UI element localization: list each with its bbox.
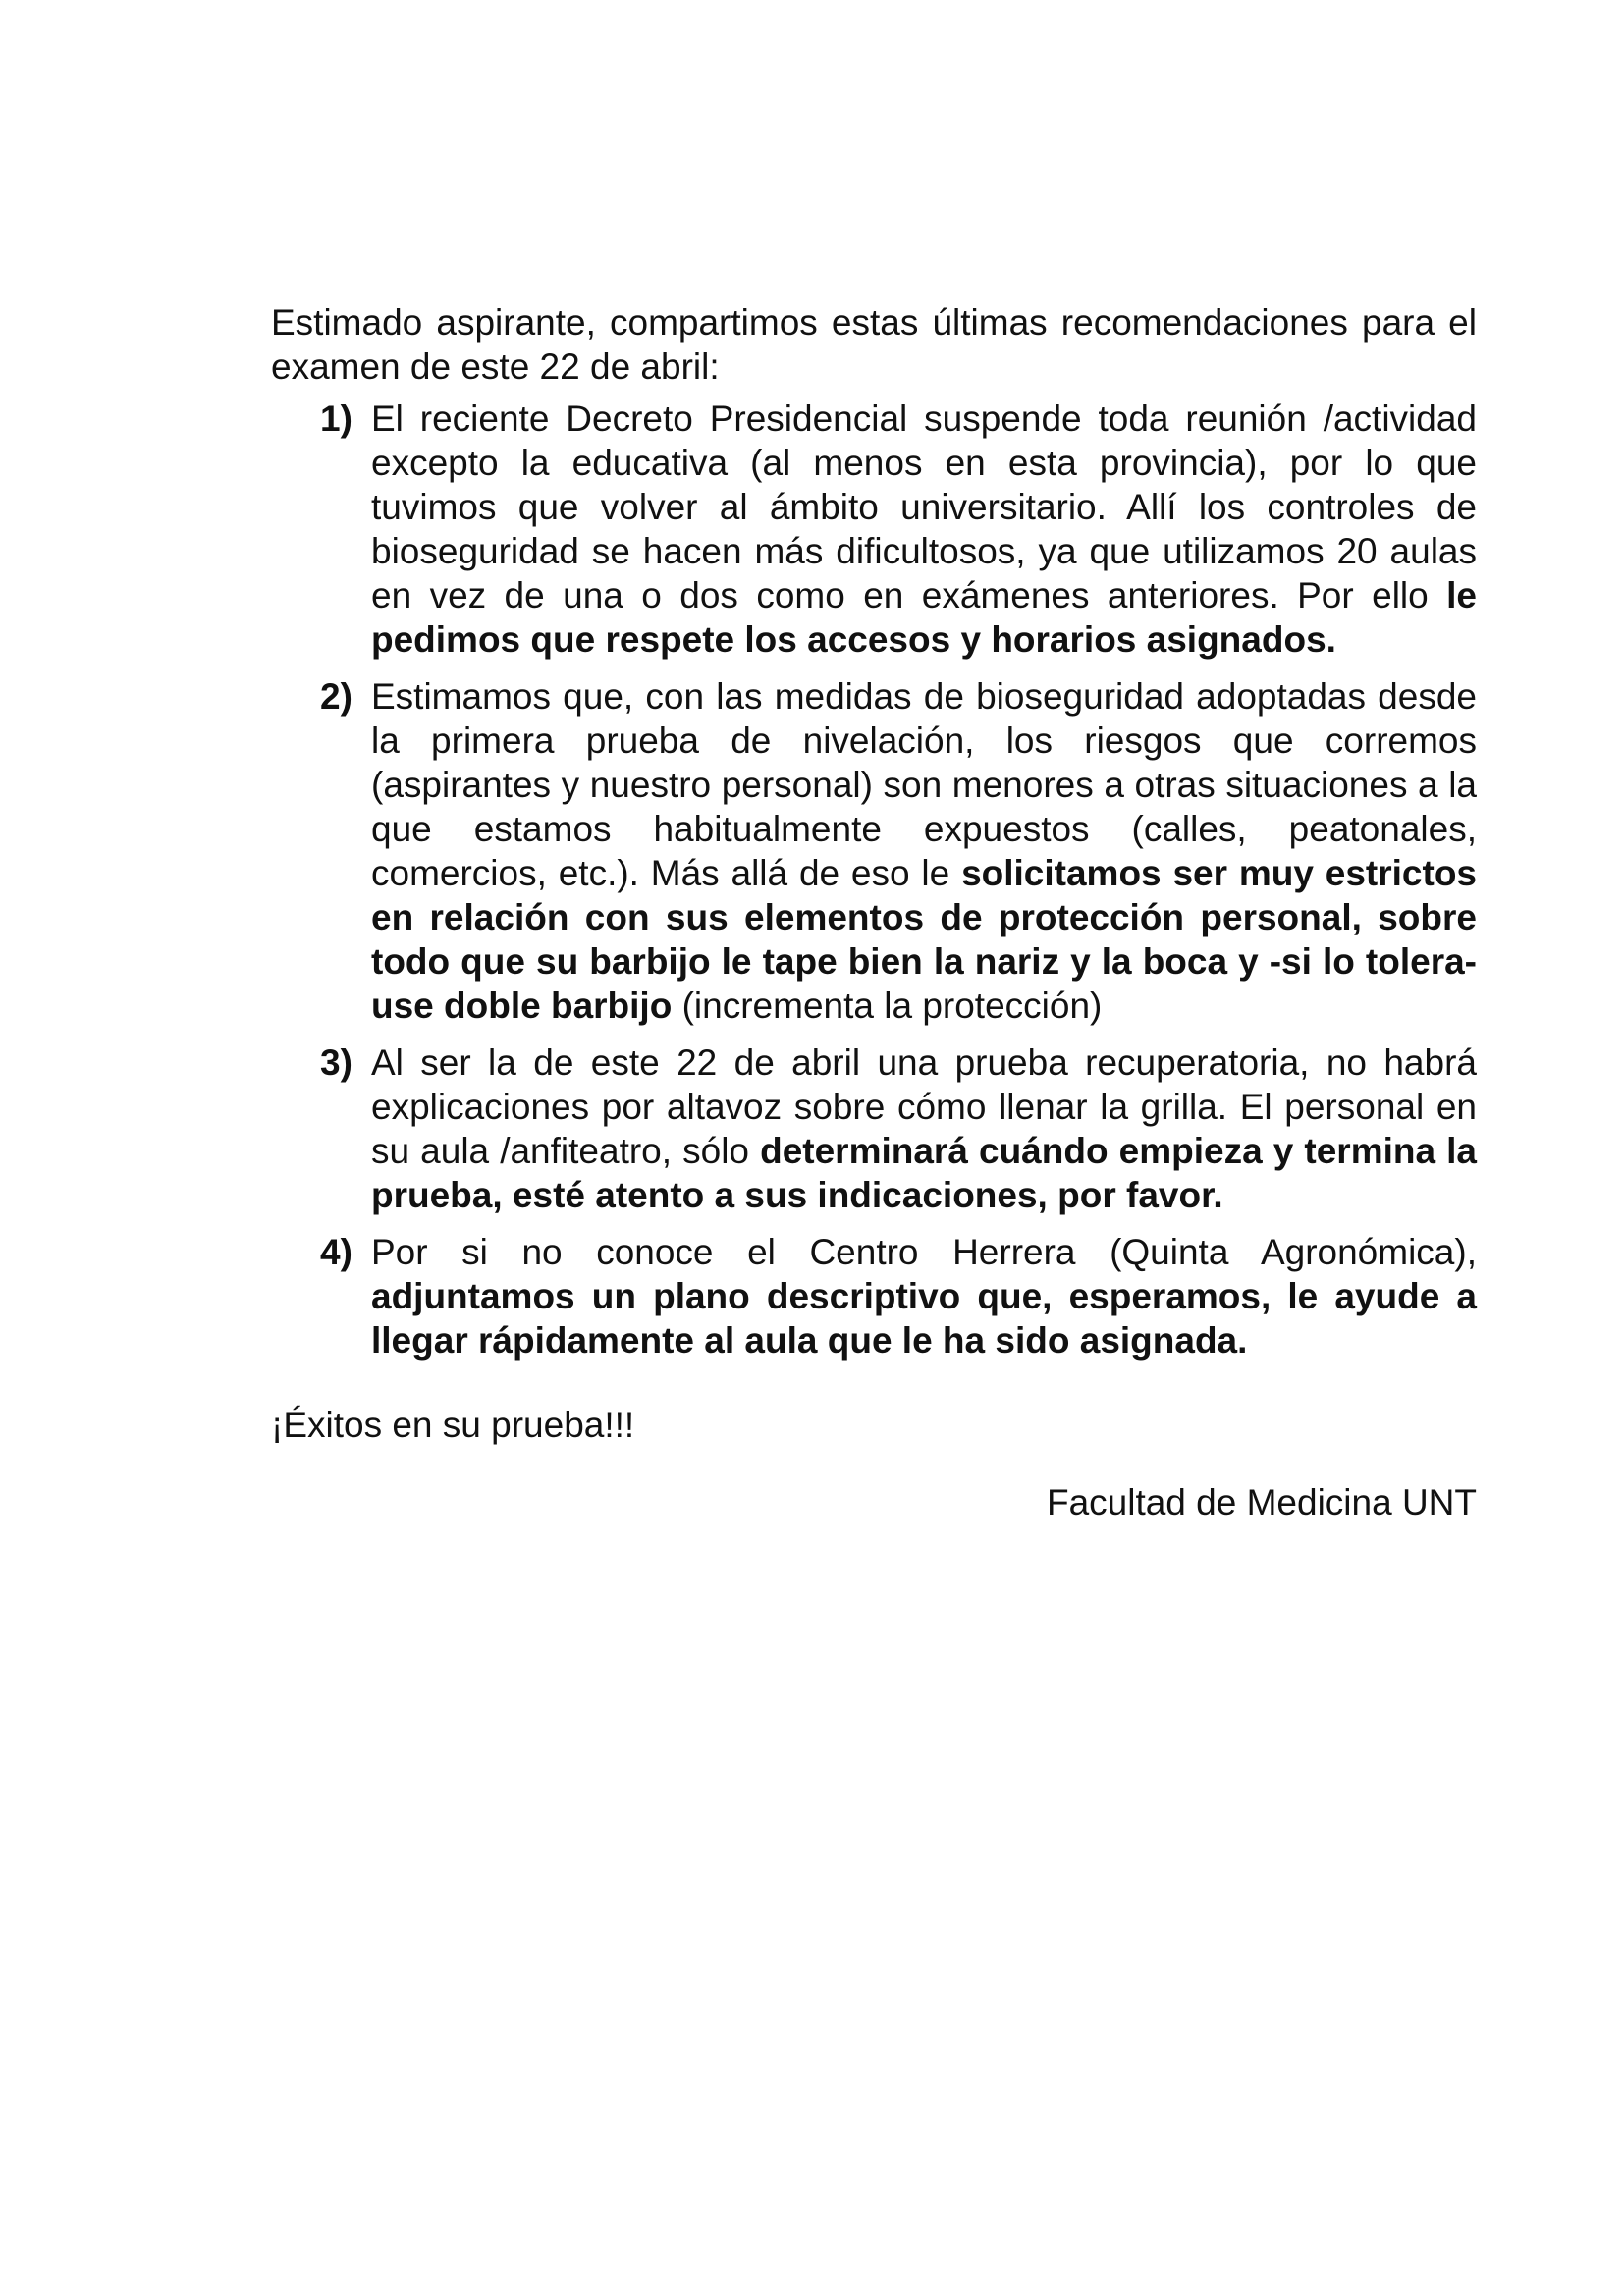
item-number: 2) [320,676,352,717]
list-item [271,1230,1477,1362]
recommendations-list [271,397,1477,1362]
document-body [271,300,1477,1524]
list-item [271,397,1477,662]
closing-line: ¡Éxitos en su prueba!!! [271,1405,635,1445]
item-text-before: El reciente Decreto Presidencial suspende toda reunión /actividad excepto la educativa (al menos en esta provincia), por lo que tuvimos que volver al ámbito universitario. Allí los controles de bioseguridad se hacen más dificultosos, ya que utilizamos 20 aulas en vez de una o dos como en exámenes anteriores. Por ello [371,399,1477,615]
item-text-bold: solicitamos ser muy estrictos en relación con sus elementos de protección personal, sobre todo que su barbijo le tape bien la nariz y la boca y -si lo tolera- use doble barbijo [371,853,1477,1026]
signature: Facultad de Medicina UNT [1046,1482,1477,1522]
item-number: 1) [320,399,352,439]
item-text [371,674,1477,1028]
item-text-before: Estimamos que, con las medidas de bioseguridad adoptadas desde la primera prueba de nivelación, los riesgos que corremos (aspirantes y nuestro personal) son menores a otras situaciones a la que estamos habitualmente expuestos (calles, peatonales, comercios, etc.). Más allá de eso le [371,676,1477,893]
item-text-after: (incrementa la protección) [672,986,1103,1026]
intro-paragraph: Estimado aspirante, compartimos estas últimas recomendaciones para el examen de este 22 de abril: [271,302,1477,387]
item-number: 3) [320,1042,352,1083]
list-item [271,674,1477,1028]
item-text-bold: le pedimos que respete los accesos y horarios asignados. [371,575,1477,660]
list-item [271,1041,1477,1217]
item-text-bold: determinará cuándo empieza y termina la prueba, esté atento a sus indicaciones, por favor. [371,1131,1478,1215]
item-number: 4) [320,1232,352,1272]
item-text [371,1041,1477,1217]
item-text [371,397,1477,662]
item-text [371,1230,1477,1362]
item-text-before: Por si no conoce el Centro Herrera (Quinta Agronómica), [371,1232,1477,1272]
item-text-bold: adjuntamos un plano descriptivo que, esperamos, le ayude a llegar rápidamente al aula que le ha sido asignada. [371,1276,1477,1361]
item-text-before: Al ser la de este 22 de abril una prueba recuperatoria, no habrá explicaciones por altavoz sobre cómo llenar la grilla. El personal en su aula /anfiteatro, sólo [371,1042,1477,1171]
